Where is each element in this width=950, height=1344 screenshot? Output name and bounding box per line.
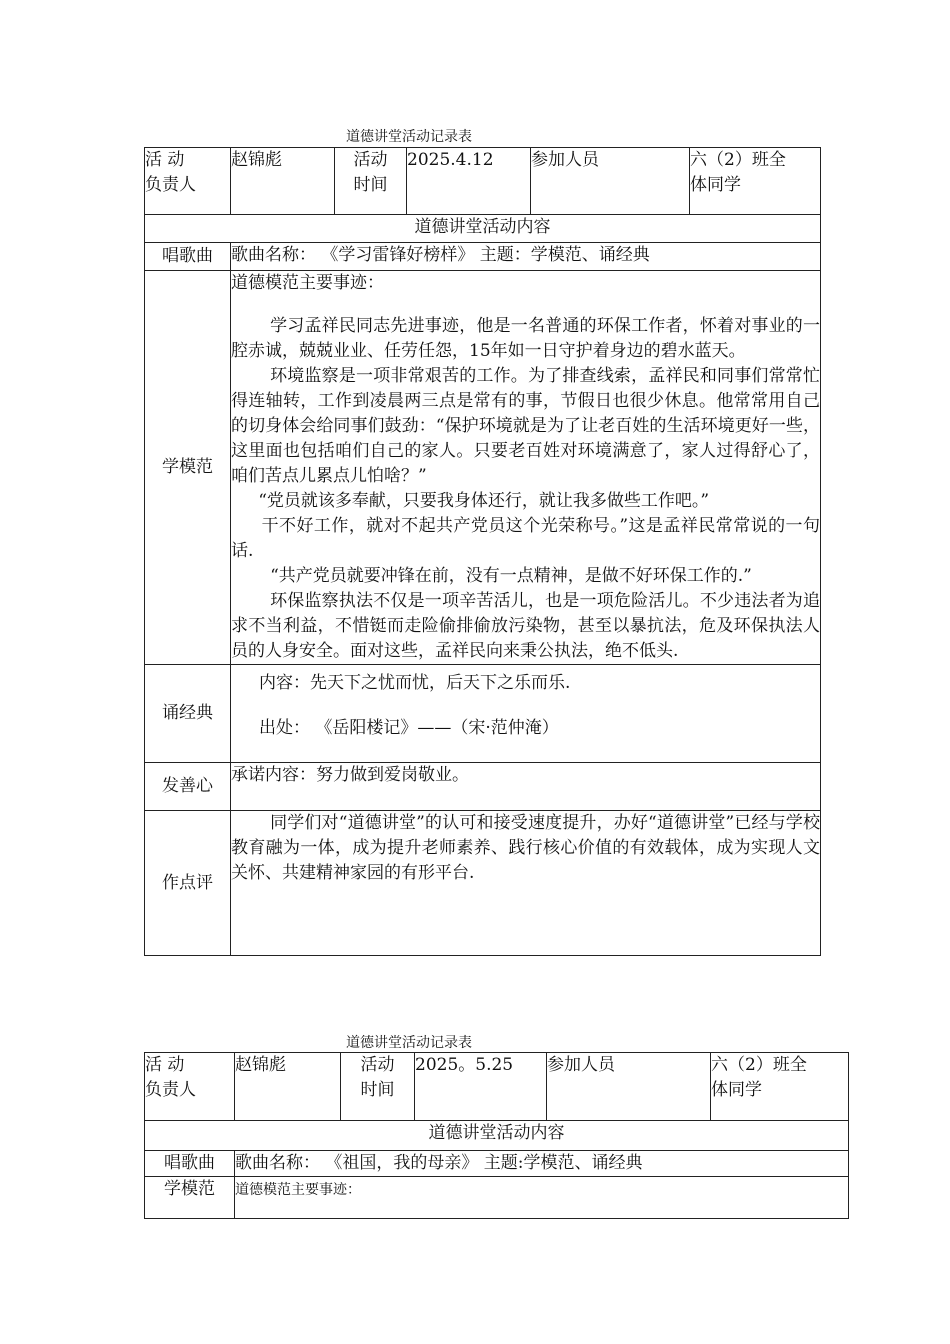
leader-label: 活 动 负责人 <box>145 1053 235 1121</box>
participants-value: 六（2）班全 体同学 <box>711 1053 849 1121</box>
sing-content: 歌曲名称： 《祖国，我的母亲》 主题:学模范、诵经典 <box>235 1151 849 1177</box>
model-label: 学模范 <box>145 1177 235 1219</box>
classic-text: 内容：先天下之忧而忧，后天下之乐而乐. <box>259 673 571 693</box>
time-label: 活动 时间 <box>335 148 407 215</box>
model-paragraph: “党员就该多奉献，只要我身体还行，就让我多做些工作吧。” <box>258 491 710 511</box>
sing-content: 歌曲名称： 《学习雷锋好榜样》 主题：学模范、诵经典 <box>231 243 821 271</box>
leader-value: 赵锦彪 <box>231 148 335 215</box>
record2-table <box>144 1052 849 1219</box>
content-header: 道德讲堂活动内容 <box>145 215 821 243</box>
record2-title: 道德讲堂活动记录表 <box>346 1035 472 1051</box>
kindness-label: 发善心 <box>145 763 231 811</box>
content-header: 道德讲堂活动内容 <box>145 1121 849 1151</box>
model-paragraph: 环保监察执法不仅是一项辛苦活儿，也是一项危险活儿。不少违法者为追求不当利益，不惜铤而走险偷排偷放污染物，甚至以暴抗法，危及环保执法人员的人身安全。面对这些，孟祥民向来秉公执法，绝不低头. <box>231 591 820 661</box>
sing-label: 唱歌曲 <box>145 243 231 271</box>
participants-value: 六（2）班全 体同学 <box>690 148 821 215</box>
comment-content <box>231 811 821 956</box>
date-value: 2025。5.25 <box>415 1053 547 1121</box>
kindness-content: 承诺内容：努力做到爱岗敬业。 <box>231 763 821 811</box>
model-paragraph: 干不好工作，就对不起共产党员这个光荣称号。”这是孟祥民常常说的一句话. <box>231 516 820 561</box>
time-label: 活动 时间 <box>341 1053 415 1121</box>
classic-content <box>231 665 821 763</box>
leader-label: 活 动 负责人 <box>145 148 231 215</box>
model-paragraph: 学习孟祥民同志先进事迹，他是一名普通的环保工作者，怀着对事业的一腔赤诚，兢兢业业、任劳任怨，15年如一日守护着身边的碧水蓝天。 <box>231 316 820 361</box>
model-paragraph: 环境监察是一项非常艰苦的工作。为了排查线索，孟祥民和同事们常常忙得连轴转，工作到凌晨两三点是常有的事，节假日也很少休息。他常常用自己的切身体会给同事们鼓劲：“保护环境就是为了让老百姓的生活环境更好一些，这里面也包括咱们自己的家人。只要老百姓对环境满意了，家人过得舒心了，咱们苦点儿累点儿怕啥？” <box>231 366 820 486</box>
record1-title: 道德讲堂活动记录表 <box>346 129 472 145</box>
classic-source: 出处： 《岳阳楼记》——（宋·范仲淹） <box>259 718 559 738</box>
model-content <box>231 271 821 665</box>
model-paragraph: “共产党员就要冲锋在前，没有一点精神，是做不好环保工作的.” <box>270 566 752 586</box>
comment-label: 作点评 <box>145 811 231 956</box>
participants-label: 参加人员 <box>531 148 690 215</box>
model-heading: 道德模范主要事迹： <box>231 273 384 293</box>
sing-label: 唱歌曲 <box>145 1151 235 1177</box>
classic-label: 诵经典 <box>145 665 231 763</box>
comment-text: 同学们对“道德讲堂”的认可和接受速度提升，办好“道德讲堂”已经与学校教育融为一体，成为提升老师素养、践行核心价值的有效载体，成为实现人文关怀、共建精神家园的有形平台. <box>231 813 820 883</box>
model-content: 道德模范主要事迹： <box>235 1177 849 1219</box>
record1-table <box>144 147 821 956</box>
model-label: 学模范 <box>145 271 231 665</box>
participants-label: 参加人员 <box>547 1053 711 1121</box>
leader-value: 赵锦彪 <box>235 1053 341 1121</box>
date-value: 2025.4.12 <box>407 148 531 215</box>
